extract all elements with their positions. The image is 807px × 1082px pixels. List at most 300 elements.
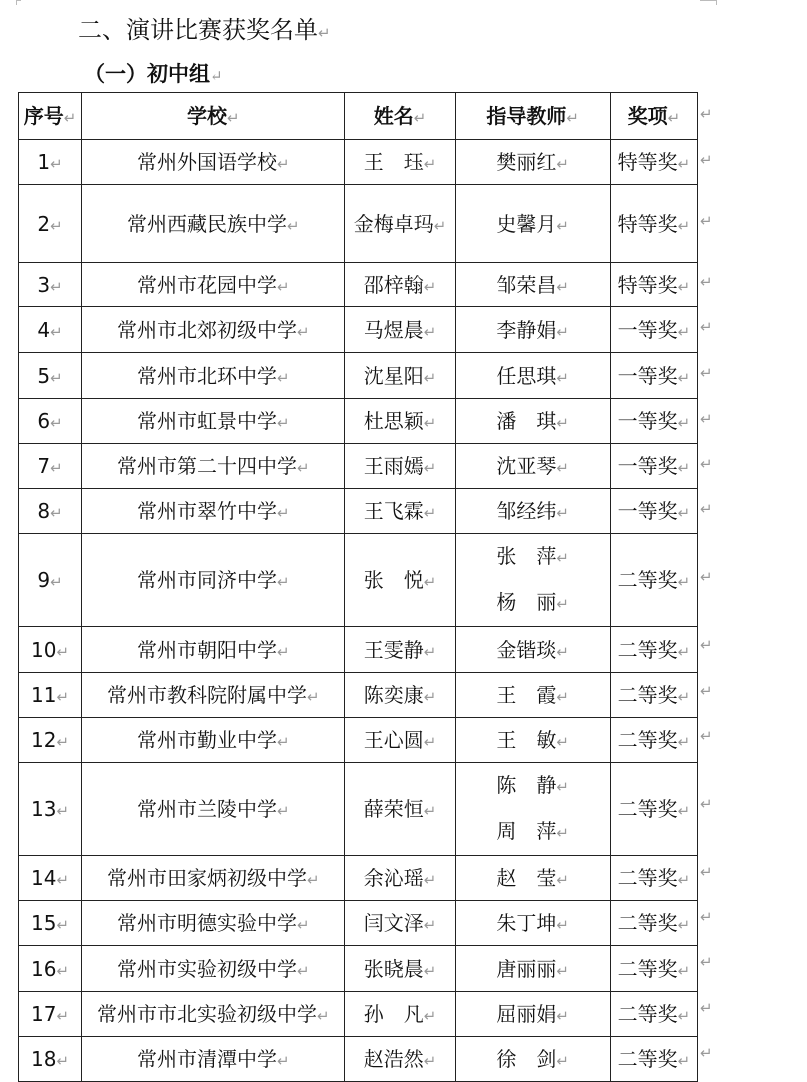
cell-award (610, 307, 697, 353)
cell-award (610, 444, 697, 489)
cell-end-mark-icon: ↵ (316, 1007, 330, 1025)
cell-end-mark-icon: ↵ (423, 642, 437, 661)
header-award (610, 93, 697, 140)
teacher-name: 潘 琪 (496, 409, 557, 433)
teacher-name: 杨 丽 (496, 590, 557, 614)
cell-teacher (455, 627, 610, 673)
cell-no-text: 16 (31, 956, 57, 981)
cell-no (19, 185, 82, 263)
teacher-name: 李静娟 (496, 317, 557, 342)
cell-award (610, 140, 697, 185)
cell-no-text: 7 (37, 454, 51, 478)
cell-end-mark-icon: ↵ (423, 322, 437, 341)
cell-award-text: 二等奖 (617, 911, 678, 935)
cell-award (610, 673, 697, 718)
cell-end-mark-icon: ↵ (56, 642, 70, 661)
table-header-row (19, 93, 698, 140)
cell-end-mark-icon: ↵ (50, 459, 63, 477)
cell-name-text: 王雨嫣 (363, 454, 424, 478)
table-row (19, 185, 698, 263)
award-table (18, 92, 698, 1082)
cell-no-text: 2 (37, 211, 51, 236)
cell-end-mark-icon: ↵ (677, 961, 691, 980)
cell-award (610, 763, 697, 856)
cell-name-text: 王 珏 (363, 150, 424, 174)
cell-no (19, 534, 82, 627)
cell-end-mark-icon: ↵ (276, 733, 290, 751)
cell-school-text: 常州市第二十四中学 (116, 454, 297, 478)
cell-end-mark-icon: ↵ (306, 688, 320, 706)
table-row (19, 534, 698, 627)
cell-end-mark-icon: ↵ (56, 733, 70, 751)
cell-award (610, 901, 697, 946)
cell-no (19, 444, 82, 489)
cell-no (19, 140, 82, 185)
cell-end-mark-icon: ↵ (677, 459, 691, 477)
cell-award (610, 185, 697, 263)
cell-school-text: 常州市兰陵中学 (136, 797, 277, 821)
cell-name-text: 闫文泽 (363, 911, 424, 935)
cell-end-mark-icon: ↵ (296, 916, 310, 934)
cell-end-mark-icon: ↵ (56, 1007, 70, 1025)
cell-award-text: 二等奖 (617, 728, 678, 752)
row-end-mark-icon: ↵ (700, 364, 713, 382)
cell-end-mark-icon: ↵ (63, 109, 77, 127)
cell-award-text: 一等奖 (617, 363, 678, 388)
teacher-name: 赵 莹 (496, 866, 557, 890)
cell-end-mark-icon: ↵ (423, 573, 437, 591)
cell-name (345, 399, 455, 444)
row-end-mark-icon: ↵ (700, 212, 713, 230)
cell-end-mark-icon: ↵ (423, 368, 437, 387)
teacher-name: 陈 静 (496, 773, 557, 797)
cell-name (345, 718, 455, 763)
cell-name (345, 307, 455, 353)
cell-name-text: 金梅卓玛 (353, 211, 434, 236)
cell-name-text: 王飞霖 (363, 499, 424, 523)
cell-no (19, 992, 82, 1037)
cell-end-mark-icon: ↵ (306, 871, 320, 889)
cell-school (82, 263, 345, 307)
cell-school-text: 常州市田家炳初级中学 (106, 866, 307, 890)
cell-end-mark-icon: ↵ (423, 961, 437, 980)
cell-end-mark-icon: ↵ (276, 1052, 290, 1070)
cell-end-mark-icon: ↵ (677, 733, 691, 751)
cell-name-text: 张 悦 (363, 568, 424, 592)
teacher-name: 王 霞 (496, 683, 557, 707)
cell-teacher (455, 901, 610, 946)
section-title-text: 二、演讲比赛获奖名单 (78, 16, 318, 44)
cell-school (82, 185, 345, 263)
cell-end-mark-icon: ↵ (56, 688, 70, 706)
cell-name (345, 489, 455, 534)
table-row (19, 444, 698, 489)
row-end-mark-icon: ↵ (700, 726, 713, 745)
cell-award-text: 一等奖 (617, 454, 678, 478)
teacher-name: 徐 剑 (496, 1047, 557, 1071)
cell-teacher (455, 489, 610, 534)
cell-name-text: 薛荣恒 (363, 797, 424, 821)
cell-end-mark-icon: ↵ (556, 871, 569, 889)
cell-no-text: 15 (31, 911, 57, 935)
cell-end-mark-icon: ↵ (677, 504, 691, 522)
cell-award-text: 特等奖 (617, 211, 678, 236)
cell-school (82, 353, 345, 399)
cell-end-mark-icon: ↵ (677, 802, 691, 820)
cell-end-mark-icon: ↵ (566, 109, 579, 127)
cell-no (19, 856, 82, 901)
table-row (19, 1037, 698, 1082)
cell-school (82, 399, 345, 444)
cell-award (610, 627, 697, 673)
row-end-mark-icon: ↵ (700, 636, 713, 654)
row-end-mark-icon: ↵ (700, 567, 713, 586)
cell-no (19, 353, 82, 399)
cell-award (610, 534, 697, 627)
cell-no-text: 6 (37, 409, 51, 433)
cell-school (82, 140, 345, 185)
row-end-mark-icon: ↵ (700, 273, 713, 291)
cell-no-text: 11 (31, 683, 57, 707)
cell-teacher (455, 1037, 610, 1082)
cell-school-text: 常州市同济中学 (136, 568, 277, 592)
cell-end-mark-icon: ↵ (556, 733, 569, 751)
row-end-mark-icon: ↵ (700, 499, 713, 518)
table-body (19, 140, 698, 1082)
cell-school-text: 常州市花园中学 (136, 272, 277, 297)
cell-end-mark-icon: ↵ (50, 322, 63, 341)
cell-end-mark-icon: ↵ (276, 155, 290, 173)
table-row (19, 763, 698, 856)
table-row (19, 992, 698, 1037)
cell-name (345, 673, 455, 718)
cell-end-mark-icon: ↵ (50, 155, 63, 173)
cell-award (610, 1037, 697, 1082)
teacher-name: 任思琪 (496, 363, 557, 388)
cell-award-text: 二等奖 (617, 637, 678, 662)
header-label: 序号 (23, 104, 64, 128)
cell-no (19, 946, 82, 992)
cell-end-mark-icon: ↵ (226, 109, 240, 127)
header-no (19, 93, 82, 140)
cell-end-mark-icon: ↵ (423, 802, 437, 820)
cell-teacher (455, 185, 610, 263)
cell-no-text: 5 (37, 363, 51, 388)
cell-end-mark-icon: ↵ (413, 109, 427, 127)
cell-no-text: 14 (31, 866, 57, 890)
row-end-mark-icon: ↵ (700, 454, 713, 473)
cell-end-mark-icon: ↵ (296, 459, 310, 477)
cell-school (82, 534, 345, 627)
cell-award-text: 一等奖 (617, 317, 678, 342)
cell-name-text: 陈奕康 (363, 683, 424, 707)
cell-teacher (455, 718, 610, 763)
cell-end-mark-icon: ↵ (50, 414, 63, 432)
cell-end-mark-icon: ↵ (423, 504, 437, 522)
cell-award (610, 353, 697, 399)
cell-end-mark-icon: ↵ (677, 871, 691, 889)
header-label: 指导教师 (486, 104, 567, 128)
cell-award-text: 特等奖 (617, 272, 678, 297)
cell-end-mark-icon: ↵ (556, 916, 569, 934)
cell-end-mark-icon: ↵ (50, 573, 63, 591)
cell-end-mark-icon: ↵ (556, 1007, 569, 1025)
cell-no (19, 1037, 82, 1082)
header-name (345, 93, 455, 140)
cell-no (19, 627, 82, 673)
teacher-name: 屈丽娟 (496, 1002, 557, 1026)
cell-end-mark-icon: ↵ (556, 504, 569, 522)
table-row (19, 140, 698, 185)
cell-school-text: 常州市市北实验初级中学 (96, 1002, 317, 1026)
cell-end-mark-icon: ↵ (296, 322, 310, 341)
cell-school-text: 常州市朝阳中学 (136, 637, 277, 662)
cell-school-text: 常州市翠竹中学 (136, 499, 277, 523)
cell-name-text: 王雯静 (363, 637, 424, 662)
cell-school (82, 489, 345, 534)
cell-teacher (455, 856, 610, 901)
cell-teacher (455, 444, 610, 489)
row-end-mark-icon: ↵ (700, 794, 713, 813)
cell-teacher (455, 534, 610, 627)
teacher-name: 樊丽红 (496, 150, 557, 174)
cell-no (19, 307, 82, 353)
row-end-mark-icon: ↵ (700, 409, 713, 428)
cell-end-mark-icon: ↵ (423, 459, 437, 477)
cell-end-mark-icon: ↵ (677, 368, 691, 387)
cell-school-text: 常州市明德实验中学 (116, 911, 297, 935)
cell-no (19, 901, 82, 946)
table-row (19, 718, 698, 763)
cell-school (82, 627, 345, 673)
cell-end-mark-icon: ↵ (677, 642, 691, 661)
teacher-name: 邹荣昌 (496, 272, 557, 297)
cell-school-text: 常州市勤业中学 (136, 728, 277, 752)
table-row (19, 627, 698, 673)
cell-name (345, 263, 455, 307)
cell-no (19, 263, 82, 307)
teacher-name: 邹经纬 (496, 499, 557, 523)
cell-award-text: 二等奖 (617, 1002, 678, 1026)
cell-name-text: 赵浩然 (363, 1047, 424, 1071)
cell-teacher (455, 946, 610, 992)
paragraph-mark-icon: ↵ (210, 67, 223, 85)
row-end-mark-icon: ↵ (700, 105, 713, 123)
cell-award-text: 一等奖 (617, 409, 678, 433)
cell-name (345, 856, 455, 901)
cell-end-mark-icon: ↵ (423, 733, 437, 751)
cell-award (610, 856, 697, 901)
cell-end-mark-icon: ↵ (556, 688, 569, 706)
row-end-mark-icon: ↵ (700, 150, 713, 169)
teacher-name: 唐丽丽 (496, 956, 557, 981)
cell-end-mark-icon: ↵ (556, 459, 569, 477)
cell-school-text: 常州市清潭中学 (136, 1047, 277, 1071)
cell-end-mark-icon: ↵ (667, 109, 681, 127)
cell-end-mark-icon: ↵ (50, 216, 63, 235)
table-row (19, 901, 698, 946)
cell-end-mark-icon: ↵ (556, 277, 569, 296)
teacher-name: 王 敏 (496, 728, 557, 752)
cell-no-text: 18 (31, 1047, 57, 1071)
cell-name-text: 孙 凡 (363, 1002, 424, 1026)
cell-end-mark-icon: ↵ (423, 916, 437, 934)
cell-school (82, 901, 345, 946)
teacher-name: 张 萍 (496, 544, 557, 568)
cell-school-text: 常州市虹景中学 (136, 409, 277, 433)
cell-name (345, 185, 455, 263)
cell-end-mark-icon: ↵ (56, 802, 70, 820)
cell-school (82, 718, 345, 763)
cell-no (19, 489, 82, 534)
cell-name (345, 140, 455, 185)
table-row (19, 856, 698, 901)
cell-teacher (455, 307, 610, 353)
cell-end-mark-icon: ↵ (556, 414, 569, 432)
cell-teacher (455, 399, 610, 444)
cell-no (19, 718, 82, 763)
cell-end-mark-icon: ↵ (423, 871, 437, 889)
cell-end-mark-icon: ↵ (556, 595, 569, 613)
cell-end-mark-icon: ↵ (276, 504, 290, 522)
cell-end-mark-icon: ↵ (56, 871, 70, 889)
teacher-name: 沈亚琴 (496, 454, 557, 478)
cell-end-mark-icon: ↵ (296, 961, 310, 980)
cell-end-mark-icon: ↵ (433, 216, 447, 235)
row-end-mark-icon: ↵ (700, 318, 713, 336)
cell-award (610, 946, 697, 992)
cell-school (82, 856, 345, 901)
row-end-mark-icon: ↵ (700, 953, 713, 971)
cell-end-mark-icon: ↵ (286, 216, 300, 235)
subsection-title (84, 58, 223, 88)
cell-award (610, 718, 697, 763)
cell-end-mark-icon: ↵ (56, 961, 70, 980)
header-label: 学校 (186, 104, 227, 128)
cell-no (19, 399, 82, 444)
cell-end-mark-icon: ↵ (50, 368, 63, 387)
cell-end-mark-icon: ↵ (56, 916, 70, 934)
cell-no-text: 9 (37, 568, 51, 592)
cell-end-mark-icon: ↵ (276, 573, 290, 591)
teacher-name: 周 萍 (496, 819, 557, 843)
table-row (19, 673, 698, 718)
table-row (19, 353, 698, 399)
cell-award-text: 二等奖 (617, 1047, 678, 1071)
cell-name-text: 王心圆 (363, 728, 424, 752)
cell-end-mark-icon: ↵ (50, 504, 63, 522)
cell-no (19, 763, 82, 856)
cell-school (82, 673, 345, 718)
cell-teacher (455, 140, 610, 185)
cell-end-mark-icon: ↵ (276, 277, 290, 296)
header-teacher (455, 93, 610, 140)
cell-name-text: 邵梓翰 (363, 272, 424, 297)
cell-name (345, 1037, 455, 1082)
row-end-mark-icon: ↵ (700, 681, 713, 700)
cell-name (345, 353, 455, 399)
cell-no-text: 8 (37, 499, 51, 523)
row-end-mark-icon: ↵ (700, 998, 713, 1017)
cell-end-mark-icon: ↵ (677, 1052, 691, 1070)
header-label: 奖项 (627, 104, 668, 128)
cell-end-mark-icon: ↵ (677, 573, 691, 591)
cell-award-text: 二等奖 (617, 797, 678, 821)
teacher-name: 朱丁坤 (496, 911, 557, 935)
cell-end-mark-icon: ↵ (677, 1007, 691, 1025)
table-row (19, 399, 698, 444)
cell-name-text: 杜思颖 (363, 409, 424, 433)
cell-award-text: 二等奖 (617, 956, 678, 981)
cell-teacher (455, 673, 610, 718)
cell-end-mark-icon: ↵ (423, 1007, 437, 1025)
paragraph-mark-icon: ↵ (318, 24, 331, 42)
cell-end-mark-icon: ↵ (677, 414, 691, 432)
cell-end-mark-icon: ↵ (556, 549, 569, 567)
row-end-mark-icon: ↵ (700, 1043, 713, 1062)
cell-award-text: 一等奖 (617, 499, 678, 523)
cell-award (610, 489, 697, 534)
cell-name (345, 534, 455, 627)
teacher-name: 金锴琰 (496, 637, 557, 662)
cell-school (82, 763, 345, 856)
cell-no-text: 1 (37, 150, 51, 174)
row-end-mark-icon: ↵ (700, 907, 713, 926)
cell-school (82, 307, 345, 353)
cell-end-mark-icon: ↵ (677, 916, 691, 934)
section-title (78, 10, 331, 45)
cell-end-mark-icon: ↵ (276, 802, 290, 820)
cell-end-mark-icon: ↵ (423, 1052, 437, 1070)
header-label: 姓名 (373, 104, 414, 128)
cell-end-mark-icon: ↵ (423, 414, 437, 432)
cell-no (19, 673, 82, 718)
cell-end-mark-icon: ↵ (677, 322, 691, 341)
cell-end-mark-icon: ↵ (276, 368, 290, 387)
cell-award-text: 二等奖 (617, 683, 678, 707)
cell-school-text: 常州市教科院附属中学 (106, 683, 307, 707)
header-edge-left (16, 0, 21, 5)
cell-end-mark-icon: ↵ (556, 155, 569, 173)
cell-teacher (455, 992, 610, 1037)
cell-award-text: 二等奖 (617, 866, 678, 890)
table-row (19, 263, 698, 307)
cell-end-mark-icon: ↵ (556, 642, 569, 661)
cell-end-mark-icon: ↵ (556, 961, 569, 980)
cell-name (345, 444, 455, 489)
cell-end-mark-icon: ↵ (677, 688, 691, 706)
cell-school (82, 992, 345, 1037)
header-edge-right (700, 0, 717, 5)
cell-teacher (455, 263, 610, 307)
cell-school-text: 常州外国语学校 (136, 150, 277, 174)
cell-end-mark-icon: ↵ (423, 688, 437, 706)
cell-no-text: 17 (31, 1002, 57, 1026)
cell-award (610, 992, 697, 1037)
cell-end-mark-icon: ↵ (677, 216, 691, 235)
cell-no-text: 12 (31, 728, 57, 752)
cell-award (610, 263, 697, 307)
cell-no-text: 3 (37, 272, 51, 297)
row-end-mark-icon: ↵ (700, 862, 713, 881)
cell-end-mark-icon: ↵ (276, 414, 290, 432)
table-row (19, 307, 698, 353)
cell-award (610, 399, 697, 444)
cell-name-text: 沈星阳 (363, 363, 424, 388)
cell-end-mark-icon: ↵ (556, 216, 569, 235)
cell-school (82, 444, 345, 489)
cell-name (345, 627, 455, 673)
